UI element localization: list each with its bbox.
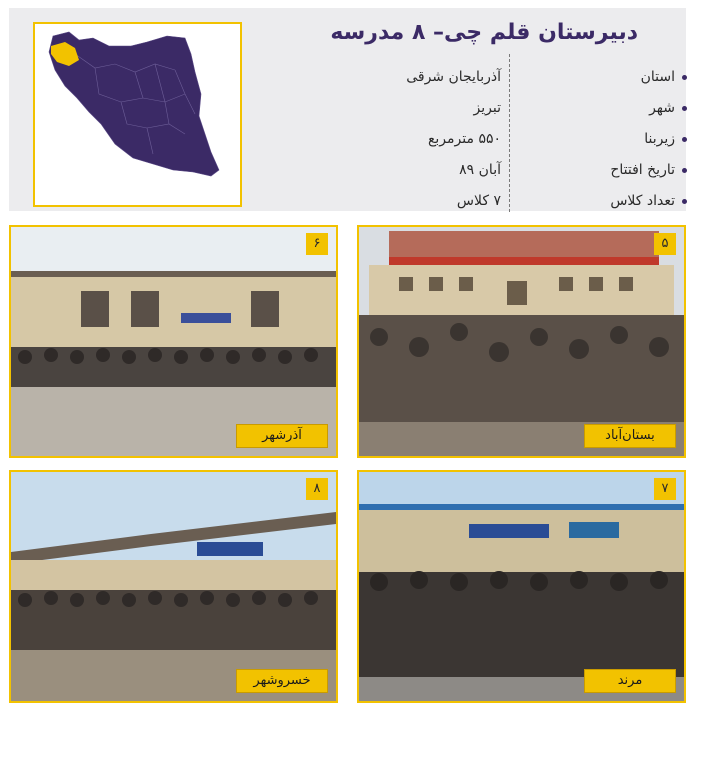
- photo-caption: آذرشهر: [236, 424, 328, 448]
- info-panel: [9, 8, 686, 211]
- photo-khosroshahr: [9, 470, 338, 703]
- iran-map: [33, 22, 242, 207]
- info-value-opening-date: آبان ۸۹: [459, 162, 501, 178]
- photo-azarshahr: [9, 225, 338, 458]
- photo-number-badge: ۸: [306, 478, 328, 500]
- info-value-class-count: ۷ کلاس: [456, 193, 501, 209]
- info-value-province: آذربایجان شرقی: [406, 69, 501, 85]
- photo-caption: مرند: [584, 669, 676, 693]
- info-label-city: شهر: [515, 93, 687, 124]
- info-label-province: استان: [515, 62, 687, 93]
- map-icon: [35, 24, 240, 205]
- info-value-city: تبریز: [473, 100, 501, 116]
- photo-number-badge: ۵: [654, 233, 676, 255]
- photo-number-badge: ۷: [654, 478, 676, 500]
- info-labels: [515, 62, 687, 217]
- photo-number-badge: ۶: [306, 233, 328, 255]
- photo-caption: بستان‌آباد: [584, 424, 676, 448]
- info-values: [269, 62, 501, 217]
- page-title: دبیرستان قلم چی– ۸ مدرسه: [330, 20, 638, 45]
- info-label-opening-date: تاریخ افتتاح: [515, 155, 687, 186]
- photo-caption: خسروشهر: [236, 669, 328, 693]
- info-label-area: زیربنا: [515, 124, 687, 155]
- dashed-divider: [509, 54, 510, 212]
- info-value-area: ۵۵۰ مترمربع: [427, 131, 501, 147]
- photo-bostanabad: [357, 225, 686, 458]
- info-label-class-count: تعداد کلاس: [515, 186, 687, 217]
- photo-marand: [357, 470, 686, 703]
